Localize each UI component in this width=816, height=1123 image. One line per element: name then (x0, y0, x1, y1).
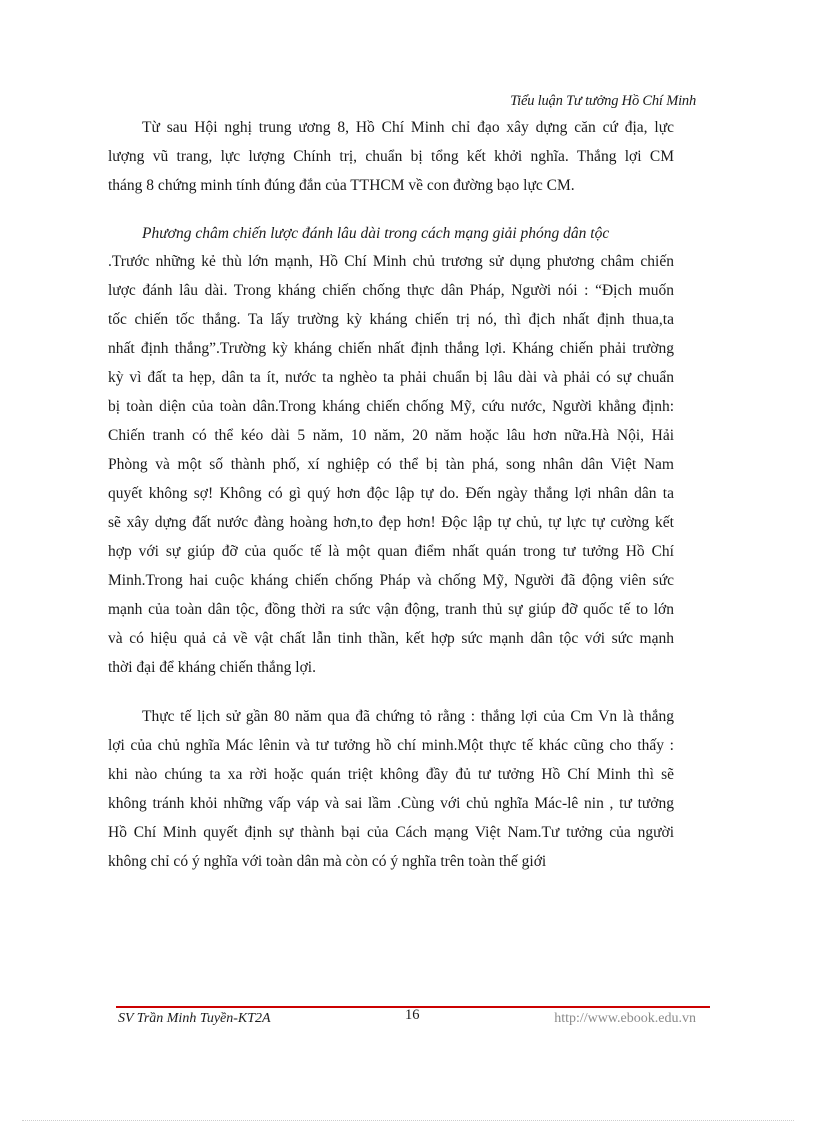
text-line: và có hiệu quả cả về vật chất lẫn tinh thần, kết hợp sức mạnh dân tộc với sức mạnh (108, 630, 674, 647)
text-line: tháng 8 chứng minh tính đúng đắn của TTHCM về con đường bạo lực CM. (108, 177, 575, 194)
paragraph-2 (108, 247, 674, 682)
text-line: không chỉ có ý nghĩa với toàn dân mà còn có ý nghĩa trên toàn thế giới (108, 853, 547, 870)
text-line: khi nào chúng ta xa rời hoặc quán triệt không đầy đủ tư tưởng Hồ Chí Minh thì sẽ (108, 766, 674, 783)
text-line: hợp với sự giúp đỡ của quốc tế là một quan điểm nhất quán trong tư tưởng Hồ Chí (108, 543, 674, 560)
text-line: kỳ vì đất ta hẹp, dân ta ít, nước ta nghèo ta phải chuẩn bị lâu dài và phải có sự chuẩn (108, 369, 674, 386)
text-line: Từ sau Hội nghị trung ương 8, Hồ Chí Minh chỉ đạo xây dựng căn cứ địa, lực (142, 119, 674, 136)
text-line: lợi của chủ nghĩa Mác lênin và tư tưởng hồ chí minh.Một thực tế khác cũng cho thấy : (108, 737, 674, 754)
text-line: lượng vũ trang, lực lượng Chính trị, chuẩn bị tổng kết khởi nghĩa. Thắng lợi CM (108, 148, 674, 165)
text-line: Hồ Chí Minh quyết định sự thành bại của Cách mạng Việt Nam.Tư tưởng của người (108, 824, 674, 841)
text-line: không tránh khỏi những vấp váp và sai lầm .Cùng với chủ nghĩa Mác-lê nin , tư tưởng (108, 795, 674, 812)
text-line: Minh.Trong hai cuộc kháng chiến chống Pháp và chống Mỹ, Người đã động viên sức (108, 572, 674, 589)
page-number: 16 (405, 1007, 420, 1023)
text-line: lược đánh lâu dài. Trong kháng chiến chống thực dân Pháp, Người nói : “Địch muốn (108, 282, 674, 299)
text-line: Phòng và một số thành phố, xí nghiệp có thể bị tàn phá, song nhân dân Việt Nam (108, 456, 674, 473)
paragraph-3 (108, 702, 674, 876)
footer-author: SV Trần Minh Tuyền-KT2A (118, 1011, 271, 1026)
running-header: Tiểu luận Tư tưởng Hồ Chí Minh (510, 93, 696, 109)
text-line: quyết không sợ! Không có gì quý hơn độc lập tự do. Đến ngày thắng lợi nhân dân ta (108, 485, 674, 502)
text-line: .Trước những kẻ thù lớn mạnh, Hồ Chí Minh chủ trương sử dụng phương châm chiến (108, 253, 674, 270)
footer-url: http://www.ebook.edu.vn (554, 1011, 696, 1026)
text-line: bị toàn diện của toàn dân.Trong kháng chiến chống Mỹ, cứu nước, Người khẳng định: (108, 398, 674, 415)
text-line: sẽ xây dựng đất nước đàng hoàng hơn,to đẹp hơn! Độc lập tự chủ, tự lực tự cường kết (108, 514, 674, 531)
text-line: tốc chiến tốc thắng. Ta lấy trường kỳ kháng chiến trị nó, thì địch nhất định thua,ta (108, 311, 674, 328)
paragraph-1 (108, 113, 674, 200)
section-heading (108, 219, 674, 248)
text-line: Chiến tranh có thể kéo dài 5 năm, 10 năm, 20 năm hoặc lâu hơn nữa.Hà Nội, Hải (108, 427, 674, 444)
text-line: nhất định thắng”.Trường kỳ kháng chiến nhất định thắng lợi. Kháng chiến phải trường (108, 340, 674, 357)
text-line: mạnh của toàn dân tộc, đồng thời ra sức vận động, tranh thủ sự giúp đỡ quốc tế to lớn (108, 601, 674, 618)
text-line: thời đại để kháng chiến thắng lợi. (108, 659, 316, 676)
text-line: Thực tế lịch sử gần 80 năm qua đã chứng tỏ rằng : thắng lợi của Cm Vn là thắng (142, 708, 674, 725)
page-edge-divider (22, 1120, 794, 1121)
heading-line: Phương châm chiến lược đánh lâu dài trong cách mạng giải phóng dân tộc (142, 225, 610, 242)
